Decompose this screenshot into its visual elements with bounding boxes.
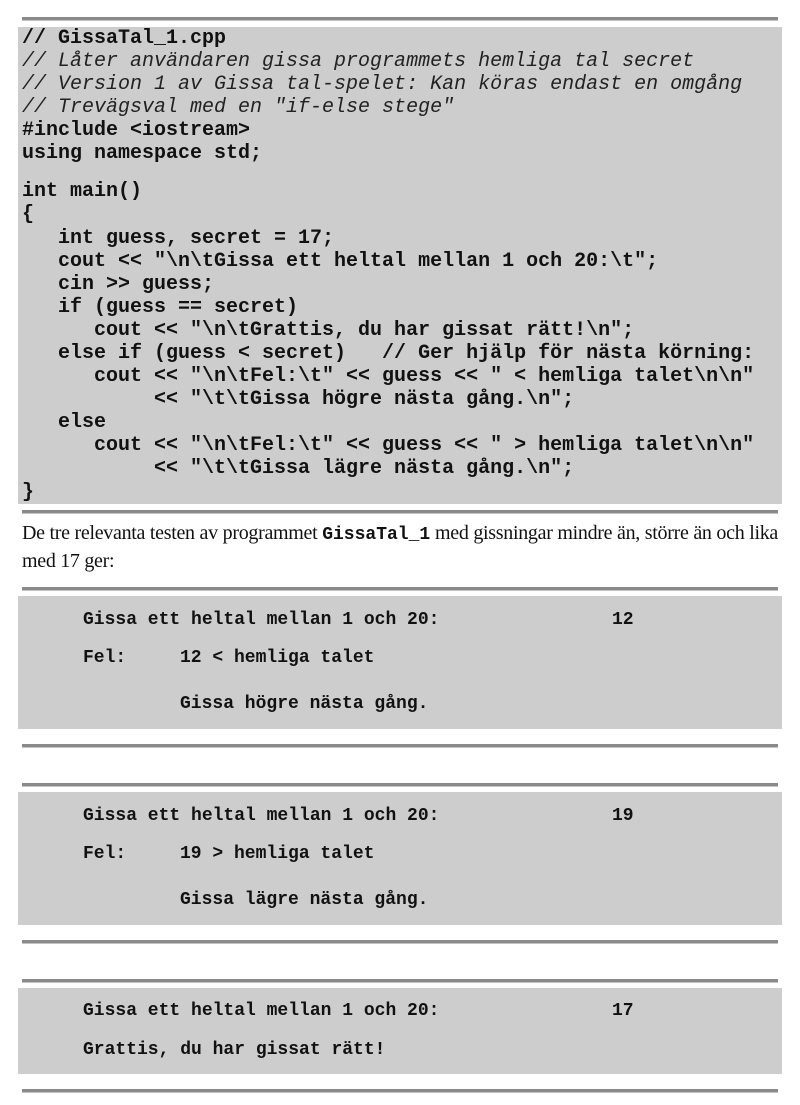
- user-input-value: 17: [612, 1001, 634, 1021]
- code-line: cout << "\n\tGissa ett heltal mellan 1 och 20:\t";: [22, 250, 659, 273]
- code-listing: [18, 27, 782, 504]
- code-line: if (guess == secret): [22, 296, 299, 319]
- success-message: Grattis, du har gissat rätt!: [83, 1040, 386, 1060]
- run3-bottom-rule: [22, 1089, 778, 1093]
- error-label: Fel:: [83, 648, 127, 668]
- code-line: cout << "\n\tGrattis, du har gissat rätt!\n";: [22, 319, 635, 342]
- paragraph-text-after: med gissningar mindre än, större än och lika med 17 ger:: [22, 522, 778, 572]
- test-run-output-1: [18, 596, 782, 729]
- run2-top-rule: [22, 783, 778, 787]
- test-run-output-2: [18, 792, 782, 925]
- code-line: else: [22, 411, 107, 434]
- code-comment: // Trevägsval med en "if-else stege": [22, 96, 455, 119]
- run2-bottom-rule: [22, 940, 778, 944]
- code-line: << "\t\tGissa högre nästa gång.\n";: [22, 388, 575, 411]
- hint-text: Gissa högre nästa gång.: [180, 694, 429, 714]
- hint-text: Gissa lägre nästa gång.: [180, 890, 429, 910]
- prompt-text: Gissa ett heltal mellan 1 och 20:: [83, 806, 440, 826]
- code-line: #include <iostream>: [22, 119, 251, 142]
- code-bottom-rule: [22, 510, 778, 514]
- run3-top-rule: [22, 979, 778, 983]
- code-line: int main(): [22, 180, 143, 203]
- result-text: 19 > hemliga talet: [180, 844, 375, 864]
- paragraph-text-before: De tre relevanta testen av programmet: [22, 522, 323, 544]
- user-input-value: 19: [612, 806, 634, 826]
- top-rule: [22, 17, 778, 21]
- error-label: Fel:: [83, 844, 127, 864]
- prompt-text: Gissa ett heltal mellan 1 och 20:: [83, 1001, 440, 1021]
- code-line: }: [22, 481, 35, 504]
- test-run-output-3: [18, 988, 782, 1074]
- code-line: << "\t\tGissa lägre nästa gång.\n";: [22, 457, 575, 480]
- code-line: cout << "\n\tFel:\t" << guess << " < hemliga talet\n\n": [22, 365, 755, 388]
- code-line: using namespace std;: [22, 142, 263, 165]
- code-line-filename: // GissaTal_1.cpp: [22, 27, 227, 50]
- result-text: 12 < hemliga talet: [180, 648, 375, 668]
- code-line: {: [22, 203, 35, 226]
- code-line: else if (guess < secret) // Ger hjälp för nästa körning:: [22, 342, 755, 365]
- user-input-value: 12: [612, 610, 634, 630]
- inline-code-program-name: GissaTal_1: [322, 525, 431, 545]
- code-line: cin >> guess;: [22, 273, 215, 296]
- run1-bottom-rule: [22, 744, 778, 748]
- code-line: int guess, secret = 17;: [22, 227, 335, 250]
- description-paragraph: [22, 520, 778, 574]
- code-comment: // Låter användaren gissa programmets hemliga tal secret: [22, 50, 695, 73]
- run1-top-rule: [22, 587, 778, 591]
- code-line: cout << "\n\tFel:\t" << guess << " > hemliga talet\n\n": [22, 434, 755, 457]
- prompt-text: Gissa ett heltal mellan 1 och 20:: [83, 610, 440, 630]
- code-comment: // Version 1 av Gissa tal-spelet: Kan köras endast en omgång: [22, 73, 743, 96]
